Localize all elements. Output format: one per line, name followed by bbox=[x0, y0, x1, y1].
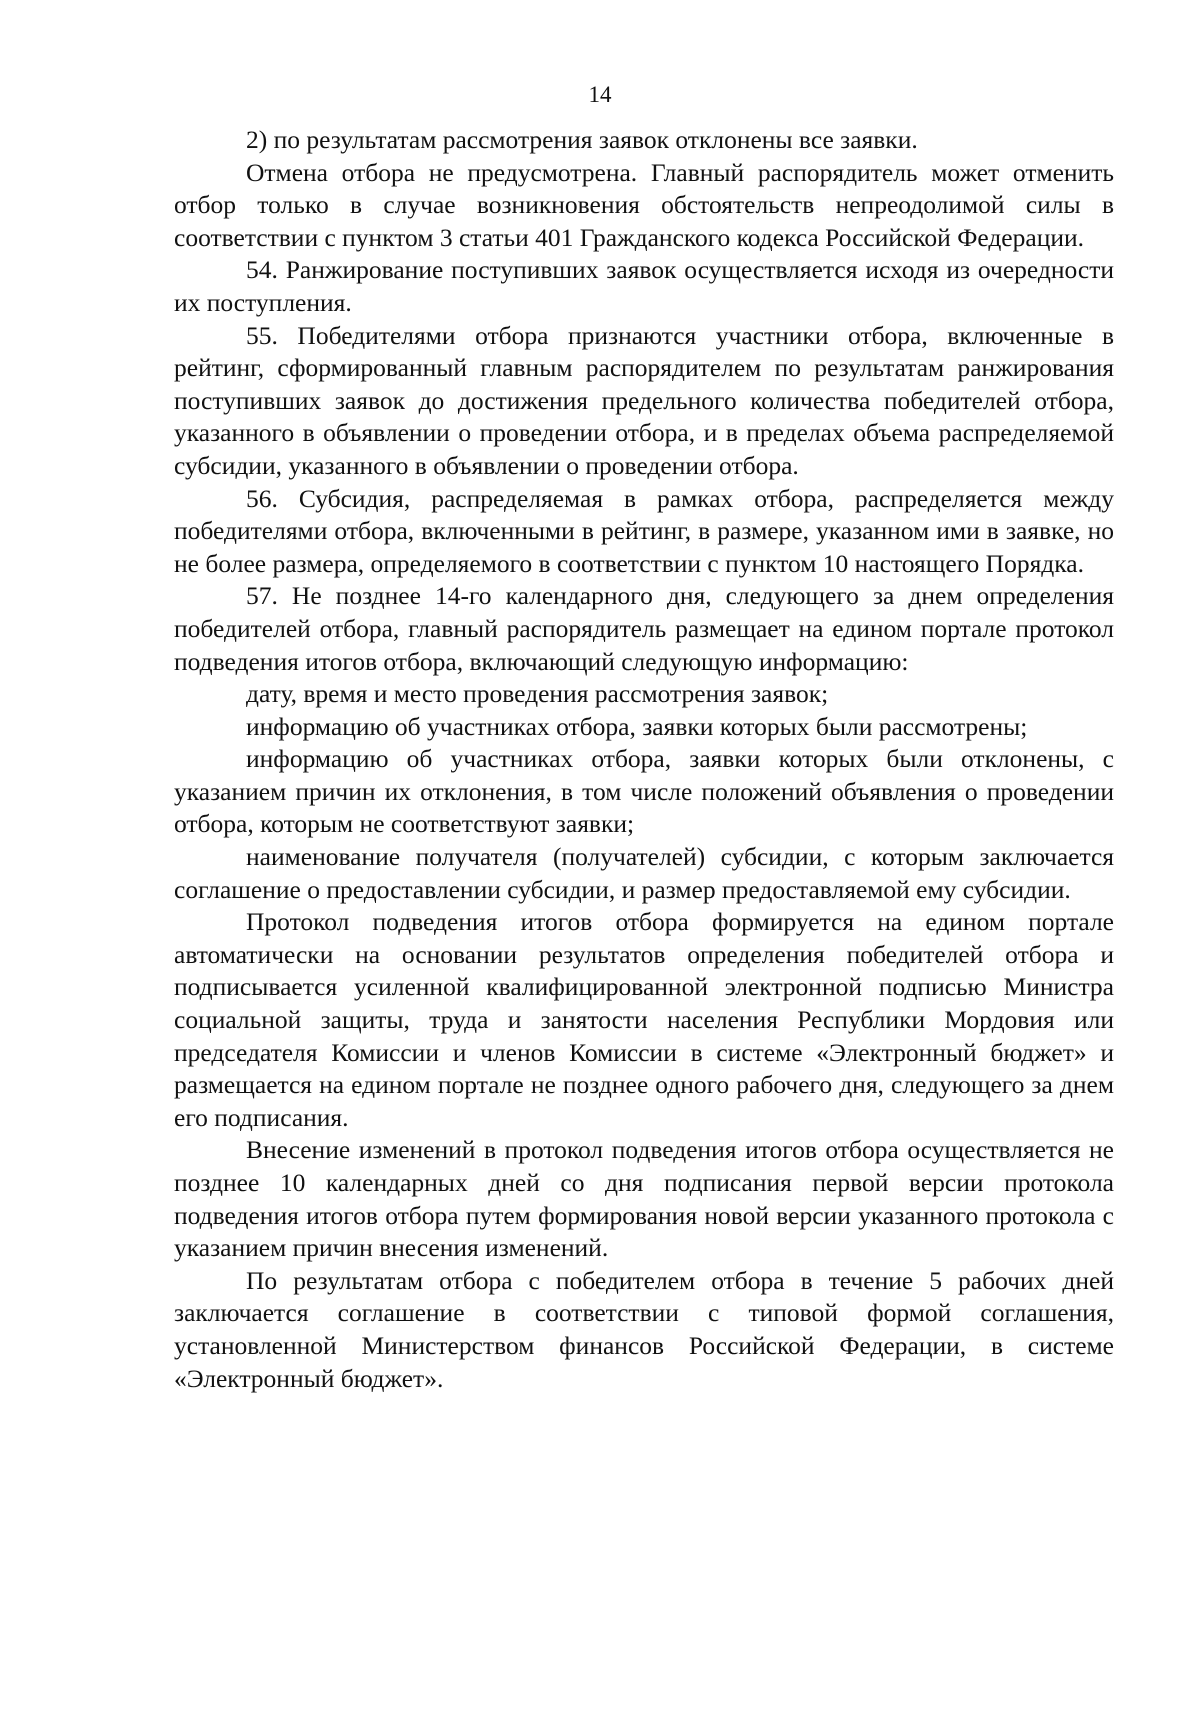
paragraph-protocol-signing: Протокол подведения итогов отбора формируется на едином портале автоматически на основании результатов определения победителей отбора и подписывается усиленной квалифицированной электронной подписью Министра социальной защиты, труда и занятости населения Республики Мордовия или председателя Комиссии и членов Комиссии в системе «Электронный бюджет» и размещается на едином портале не позднее одного рабочего дня, следующего за днем его подписания. bbox=[174, 907, 1114, 1132]
paragraph-protocol-reviewed: информацию об участниках отбора, заявки которых были рассмотрены; bbox=[246, 711, 1028, 741]
paragraph-protocol-recipient: наименование получателя (получателей) субсидии, с которым заключается соглашение о предоставлении субсидии, и размер предоставляемой ему субсидии. bbox=[174, 842, 1114, 904]
paragraph-item-2-rejected: 2) по результатам рассмотрения заявок отклонены все заявки. bbox=[246, 125, 918, 154]
paragraph-55-winners: 55. Победителями отбора признаются участники отбора, включенные в рейтинг, сформированный главным распорядителем по результатам ранжирования поступивших заявок до достижения предельного количества победителей отбора, указанного в объявлении о проведении отбора, и в пределах объема распределяемой субсидии, указанного в объявлении о проведении отбора. bbox=[174, 320, 1114, 480]
paragraph-protocol-date: дату, время и место проведения рассмотрения заявок; bbox=[246, 679, 829, 709]
paragraph-protocol-rejected: информацию об участниках отбора, заявки которых были отклонены, с указанием причин их отклонения, в том числе положений объявления о проведении отбора, которым не соответствуют заявки; bbox=[174, 744, 1114, 839]
page-number: 14 bbox=[588, 82, 612, 107]
paragraph-56-subsidy-distribution: 56. Субсидия, распределяемая в рамках отбора, распределяется между победителями отбора, включенными в рейтинг, в размере, указанном ими в заявке, но не более размера, определяемого в соответствии с пунктом 10 настоящего Порядка. bbox=[174, 483, 1114, 578]
paragraph-agreement: По результатам отбора с победителем отбора в течение 5 рабочих дней заключается соглашение в соответствии с типовой формой соглашения, установленной Министерством финансов Российской Федерации, в системе «Электронный бюджет». bbox=[174, 1265, 1114, 1393]
paragraph-57-protocol: 57. Не позднее 14-го календарного дня, следующего за днем определения победителей отбора, главный распорядитель размещает на едином портале протокол подведения итогов отбора, включающий следующую информацию: bbox=[174, 581, 1114, 676]
paragraph-cancellation: Отмена отбора не предусмотрена. Главный распорядитель может отменить отбор только в случае возникновения обстоятельств непреодолимой силы в соответствии с пунктом 3 статьи 401 Гражданского кодекса Российской Федерации. bbox=[174, 157, 1114, 252]
document-body bbox=[174, 124, 1114, 1395]
paragraph-54-ranking: 54. Ранжирование поступивших заявок осуществляется исходя из очередности их поступления. bbox=[174, 255, 1114, 317]
paragraph-protocol-changes: Внесение изменений в протокол подведения итогов отбора осуществляется не позднее 10 календарных дней со дня подписания первой версии протокола подведения итогов отбора путем формирования новой версии указанного протокола с указанием причин внесения изменений. bbox=[174, 1135, 1114, 1263]
